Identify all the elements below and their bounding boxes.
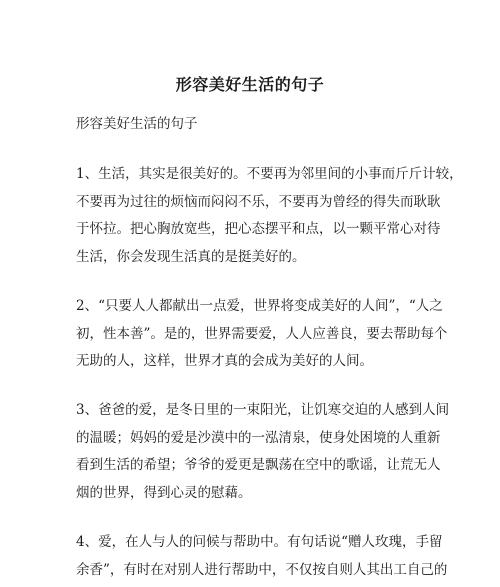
- paragraph-line: 1、生活，其实是很美好的。不要再为邻里间的小事而斤斤计较，: [76, 164, 436, 192]
- paragraph-line: 初，性本善”。是的，世界需要爱，人人应善良，要去帮助每个: [76, 324, 436, 352]
- document-title: 形容美好生活的句子: [0, 74, 500, 96]
- paragraph-line: 3、爸爸的爱，是冬日里的一束阳光，让饥寒交迫的人感到人间: [76, 400, 436, 428]
- paragraph-line: 余香”，有时在对别人进行帮助中，不仅按自则人其出工自己的: [76, 560, 436, 587]
- paragraph-4: [76, 532, 436, 587]
- paragraph-line: 烟的世界，得到心灵的慰藉。: [76, 483, 436, 511]
- paragraph-2: [76, 296, 436, 379]
- paragraph-line: 不要再为过往的烦恼而闷闷不乐，不要再为曾经的得失而耿耿: [76, 192, 436, 220]
- document-subtitle: 形容美好生活的句子: [76, 114, 198, 134]
- paragraph-line: 4、爱，在人与人的问候与帮助中。有句话说“赠人玫瑰，手留: [76, 532, 436, 560]
- paragraph-line: 无助的人，这样，世界才真的会成为美好的人间。: [76, 351, 436, 379]
- paragraph-3: [76, 400, 436, 510]
- paragraph-line: 看到生活的希望；爷爷的爱更是飘荡在空中的歌谣，让荒无人: [76, 455, 436, 483]
- paragraph-line: 的温暖；妈妈的爱是沙漠中的一泓清泉，使身处困境的人重新: [76, 428, 436, 456]
- paragraph-line: 2、“只要人人都献出一点爱，世界将变成美好的人间”，“人之: [76, 296, 436, 324]
- paragraph-line: 生活，你会发现生活真的是挺美好的。: [76, 247, 436, 275]
- paragraph-line: 于怀拉。把心胸放宽些，把心态摆平和点，以一颗平常心对待: [76, 219, 436, 247]
- paragraph-1: [76, 164, 436, 274]
